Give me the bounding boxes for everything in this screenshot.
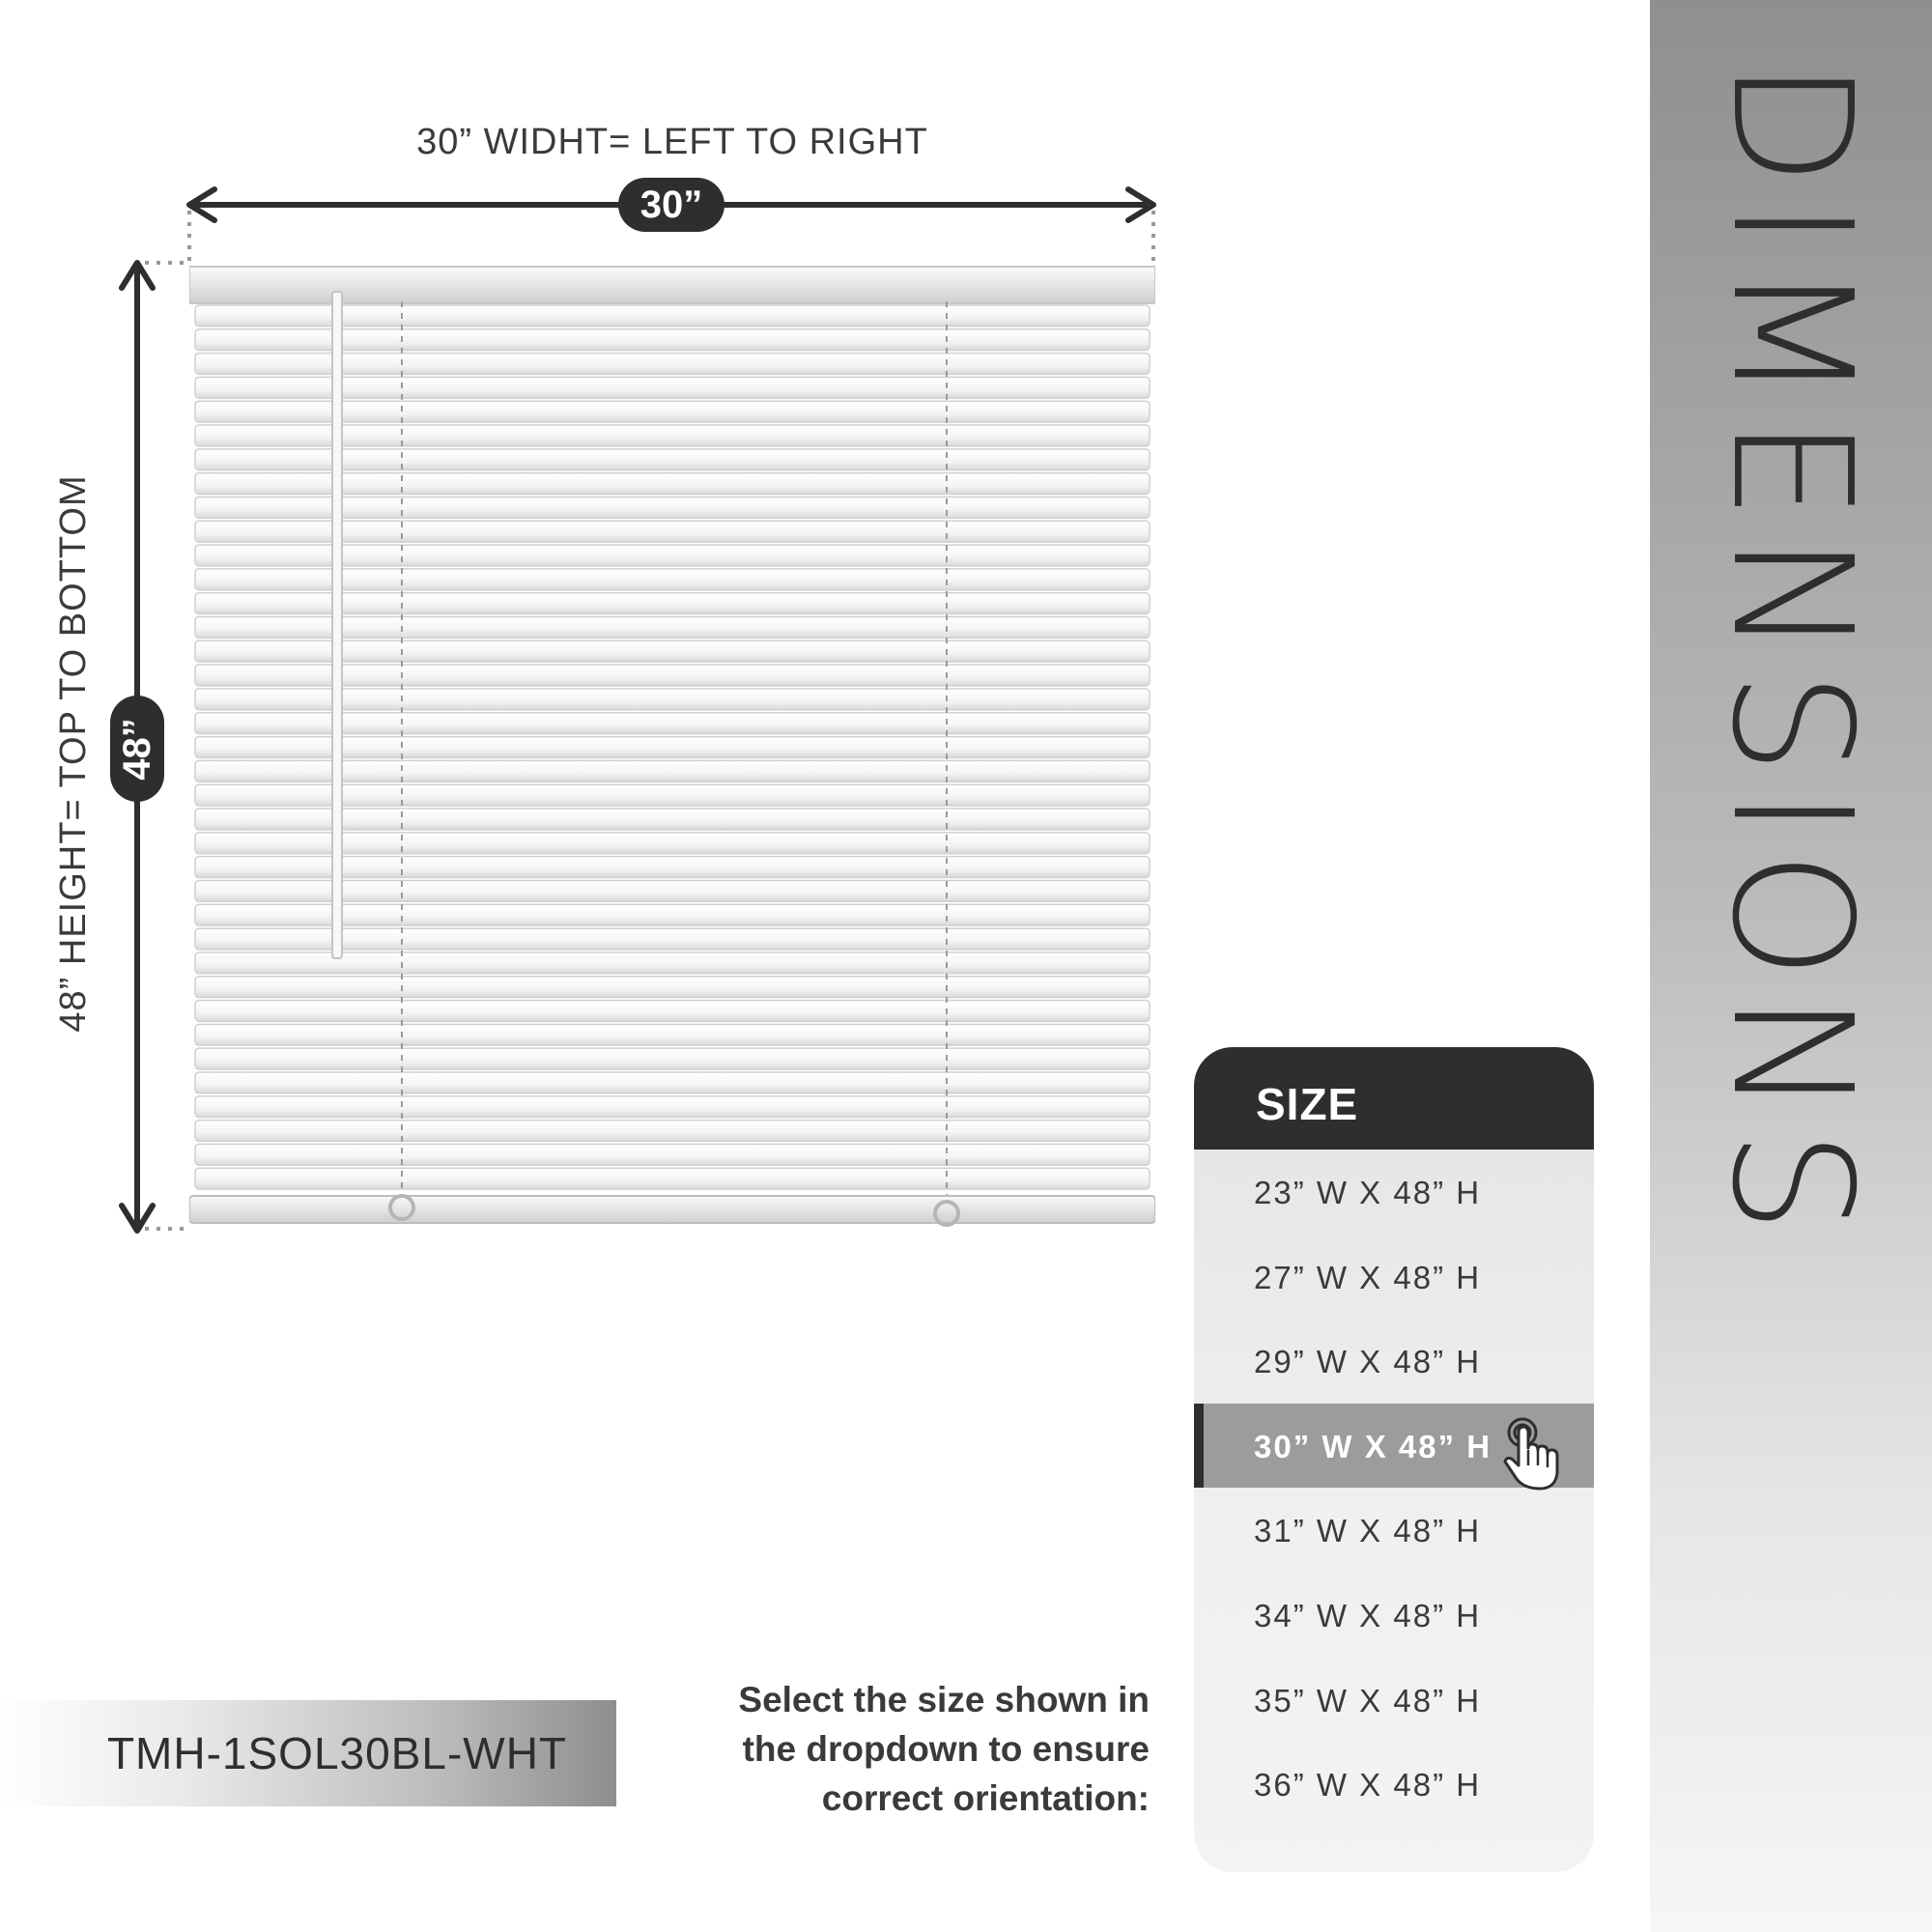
- size-option[interactable]: 31” W X 48” H: [1254, 1513, 1482, 1549]
- size-options-list: [1194, 1150, 1594, 1827]
- bottom-rail: [189, 1196, 1155, 1223]
- size-option-selected[interactable]: 30” W X 48” H: [1194, 1404, 1594, 1489]
- note-line: the dropdown to ensure: [742, 1729, 1150, 1769]
- sku-text: TMH-1SOL30BL-WHT: [106, 1728, 568, 1778]
- pointer-hand-icon: [1497, 1411, 1571, 1492]
- size-option[interactable]: 34” W X 48” H: [1254, 1597, 1482, 1634]
- height-label: 48” HEIGHT= TOP TO BOTTOM: [53, 474, 94, 1033]
- size-option[interactable]: 27” W X 48” H: [1254, 1259, 1482, 1295]
- blind-slat: [195, 1144, 1150, 1165]
- width-label: 30” WIDHT= LEFT TO RIGHT: [416, 122, 928, 162]
- size-note: [618, 1675, 1150, 1823]
- size-header: SIZE: [1194, 1047, 1594, 1150]
- blind-slat: [195, 1168, 1150, 1189]
- blind-slat: [195, 1072, 1150, 1094]
- tilt-wand: [332, 292, 342, 958]
- size-option[interactable]: 23” W X 48” H: [1254, 1175, 1482, 1210]
- note-line: Select the size shown in: [738, 1680, 1150, 1719]
- blind-slat: [195, 1096, 1150, 1118]
- size-dropdown[interactable]: [1194, 1047, 1594, 1872]
- blind-slat: [195, 1001, 1150, 1022]
- side-title-text: DIMENSIONS: [1695, 60, 1887, 1248]
- blind-slat: [195, 977, 1150, 998]
- height-pill-text: 48”: [115, 717, 158, 781]
- size-option[interactable]: 36” W X 48” H: [1254, 1767, 1482, 1804]
- blind-slat: [195, 1048, 1150, 1069]
- size-option[interactable]: 35” W X 48” H: [1254, 1682, 1482, 1719]
- sku-badge: [0, 1700, 616, 1806]
- blind-illustration: [189, 263, 1155, 1231]
- size-option[interactable]: 29” W X 48” H: [1254, 1344, 1482, 1380]
- blind-slat: [195, 1121, 1150, 1142]
- width-pill: 30”: [618, 178, 724, 232]
- blind-slat: [195, 1024, 1150, 1045]
- height-pill: [110, 696, 164, 802]
- note-line: correct orientation:: [821, 1778, 1150, 1818]
